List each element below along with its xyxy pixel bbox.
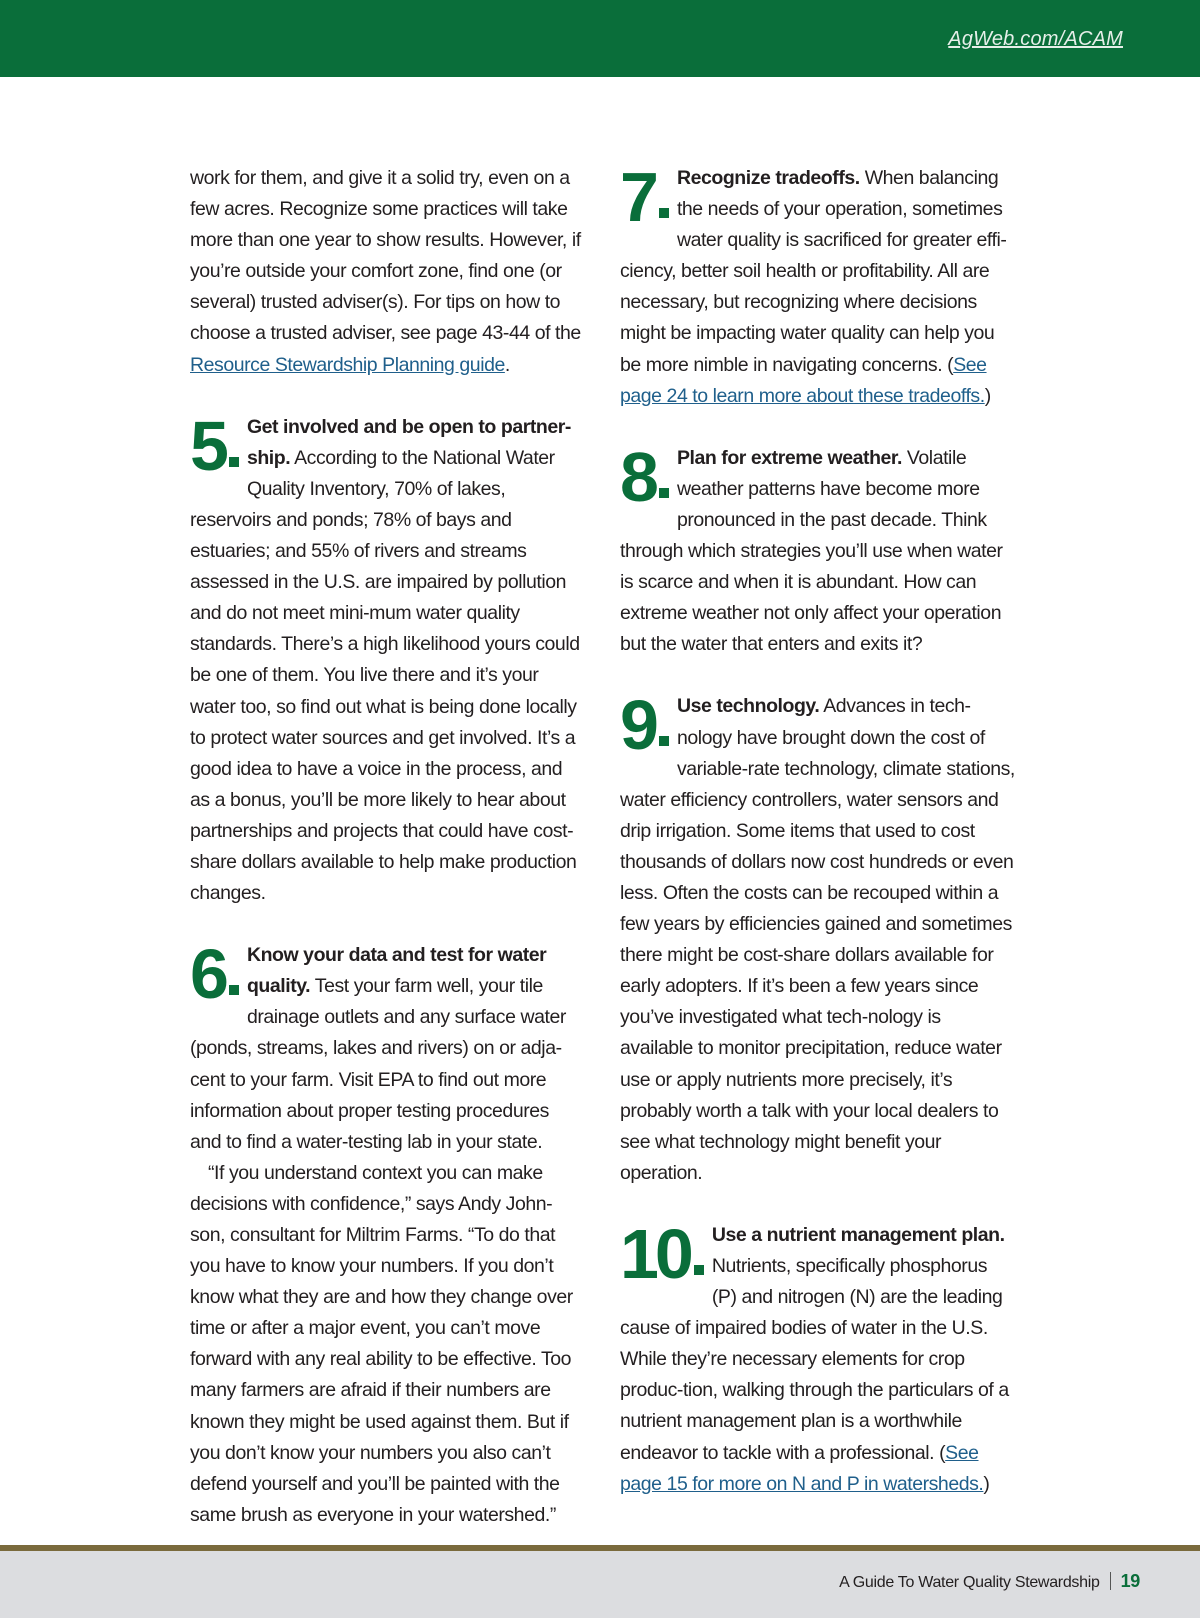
intro-text: work for them, and give it a solid try, even on a few acres. Recognize some practices will take more than one year to show results. However, if you’re outside your comfort zone, find one (or several) trusted adviser(s). For tips on how to choose a trusted adviser, see page 43-44 of the [190,167,581,345]
tip-10 [620,1214,1015,1500]
tip-number-10: 10 [620,1224,704,1284]
tradeoffs-link[interactable]: See page 24 to learn more about these tradeoffs. [620,353,987,407]
tip-9 [620,686,1015,1189]
tip-body-6: Test your farm well, your tile drainage outlets and any surface water (ponds, streams, lakes and rivers) on or adja-cent to your farm. Visit EPA to find out more information about proper testing procedures and to find a water-testing lab in your state. [190,975,566,1153]
footer-text [839,1571,1140,1592]
tip-number-8: 8 [620,447,669,507]
tip-7 [620,158,1015,412]
footer-separator [1110,1572,1111,1590]
intro-end: . [504,353,510,376]
tip-number-9: 9 [620,695,669,755]
tip-8 [620,437,1015,661]
tip-body-7: When balancing the needs of your operation, sometimes water quality is sacrificed for greater effi-ciency, better soil health or profitability. All are necessary, but recognizing where decisions might be impacting water quality can help you be more nimble in navigating concerns. ( [620,167,1007,376]
tip-5 [190,406,585,910]
tip-title-5: Get involved and be open to partner-ship. [246,415,571,469]
tip-6-quote: “If you understand context you can make decisions with confidence,” says Andy John-son, consultant for Miltrim Farms. “To do that you have to know your numbers. If you don’t know what they are and how they change over time or after a major event, you can’t move forward with any real ability to be effective. Too many farmers are afraid if their numbers are known they might be used against them. But if you don’t know your numbers you also can’t defend yourself and you’ll be painted with the same brush as everyone in your watershed.” [190,1161,573,1526]
left-column [190,163,585,1531]
tip-title-7: Recognize tradeoffs. [676,167,860,189]
resource-guide-link[interactable]: Resource Stewardship Planning guide [190,353,505,376]
tip-end-10: ) [983,1472,990,1495]
site-url-link[interactable]: AgWeb.com/ACAM [948,28,1123,50]
page-number: 19 [1120,1571,1140,1591]
right-column [620,158,1015,1500]
tip-body-9: Advances in tech-nology have brought down the cost of variable-rate technology, climate stations, water efficiency controllers, water sensors and drip irrigation. Some items that used to cost thousands of dollars now cost hundreds or even less. Often the costs can be recouped within a few years by efficiencies gained and sometimes there might be cost-share dollars available for early adopters. If it’s been a few years since you’ve investigated what tech-nology is available to monitor precipitation, reduce water use or apply nutrients more precisely, it’s probably worth a talk with your local dealers to see what technology might benefit your operation. [620,695,1015,1184]
tip-end-7: ) [984,384,991,407]
tip-title-9: Use technology. [676,695,820,718]
header-bar [0,0,1200,77]
guide-title: A Guide To Water Quality Stewardship [839,1574,1100,1591]
tip-number-5: 5 [190,416,239,476]
tip-number-6: 6 [190,944,239,1004]
intro-paragraph [190,163,585,381]
footer-bar [0,1551,1200,1618]
tip-body-8: Volatile weather patterns have become more pronounced in the past decade. Think through which strategies you’ll use when water is scarce and when it is abundant. How can extreme weather not only affect your operation but the water that enters and exits it? [620,446,1003,656]
tip-title-6: Know your data and test for water quality. [246,944,547,998]
tip-title-8: Plan for extreme weather. [676,446,902,469]
tip-body-5: According to the National Water Quality Inventory, 70% of lakes, reservoirs and ponds; 78% of bays and estuaries; and 55% of rivers and streams assessed in the U.S. are impaired by pollution and do not meet mini-mum water quality standards. There’s a high likelihood yours could be one of them. You live there and it’s your water too, so find out what is being done locally to protect water sources and get involved. It’s a good idea to have a voice in the process, and as a bonus, you’ll be more likely to hear about partnerships and projects that could have cost-share dollars available to help make production changes. [190,446,580,905]
tip-body-10: Nutrients, specifically phosphorus (P) and nitrogen (N) are the leading cause of impaired bodies of water in the U.S. While they’re necessary elements for crop produc-tion, walking through the particulars of a nutrient management plan is a worthwhile endeavor to tackle with a professional. ( [620,1255,1009,1464]
tip-title-10: Use a nutrient management plan. [711,1223,1005,1246]
tip-number-7: 7 [620,167,669,227]
nutrients-link[interactable]: See page 15 for more on N and P in watersheds. [620,1441,984,1495]
tip-6 [190,935,585,1158]
